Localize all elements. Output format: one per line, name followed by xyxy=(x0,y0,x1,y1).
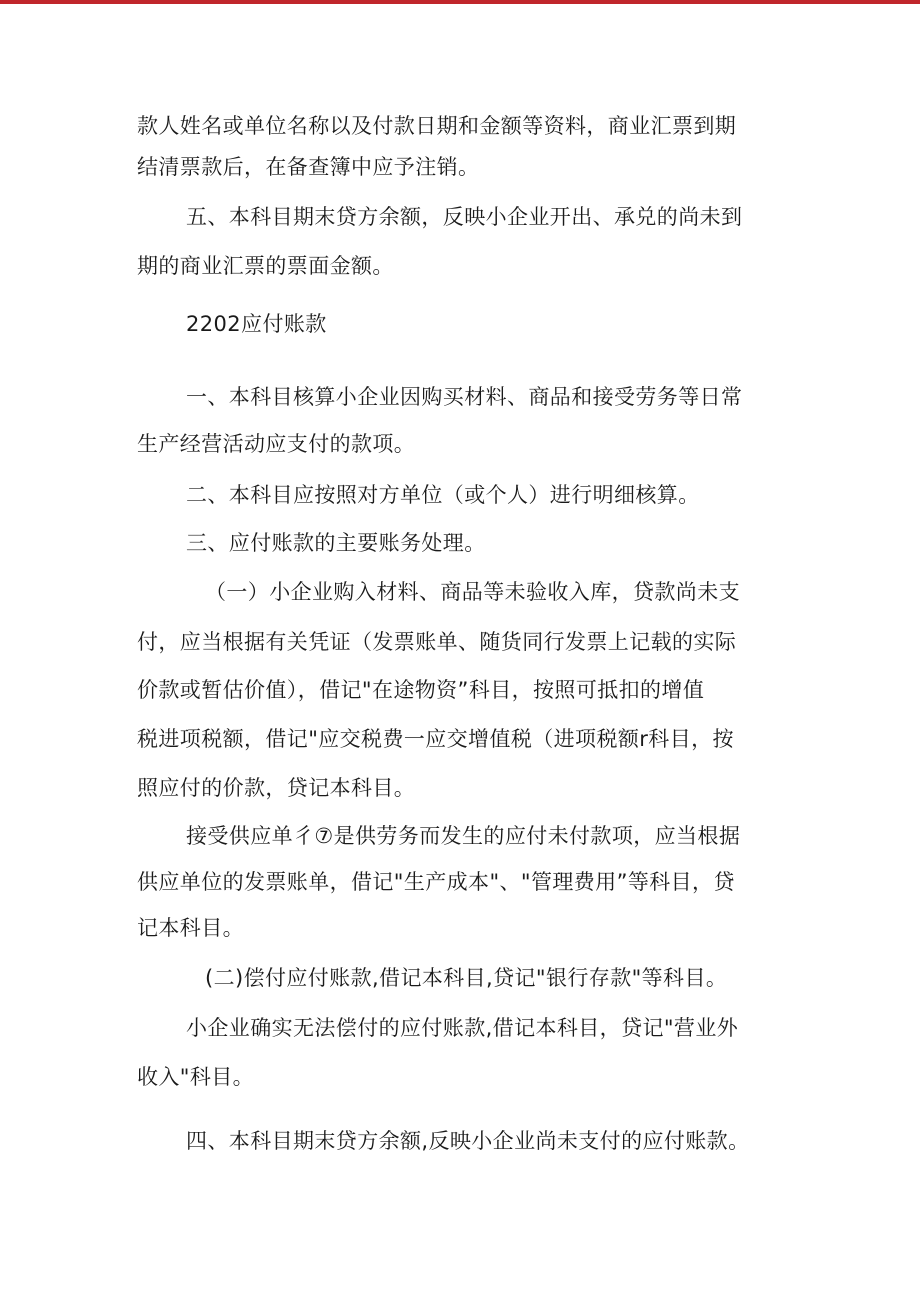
text-line: 结清票款后，在备查簿中应予注销。 xyxy=(137,155,480,179)
section-one-line: 一、本科目核算小企业因购买材料、商品和接受劳务等日常 xyxy=(186,385,743,409)
text-line: 期的商业汇票的票面金额。 xyxy=(137,254,394,278)
text-line: 税进项税额，借记"应交税费一应交增值税（进项税额r科目，按 xyxy=(137,727,734,751)
text-line: 款人姓名或单位名称以及付款日期和金额等资料，商业汇票到期 xyxy=(137,114,737,138)
text-line: 收入"科目。 xyxy=(137,1065,255,1089)
paragraph-start-line: 小企业确实无法偿付的应付账款,借记本科目，贷记"营业外 xyxy=(186,1016,739,1040)
section-two-line: 二、本科目应按照对方单位（或个人）进行明细核算。 xyxy=(186,483,700,507)
paragraph-start-line: 接受供应单彳⑦是供劳务而发生的应付未付款项，应当根据 xyxy=(186,824,741,848)
subsection-two-line: (二)偿付应付账款,借记本科目,贷记"银行存款"等科目。 xyxy=(205,966,728,990)
subsection-one-line: （一）小企业购入材料、商品等未验收入库，贷款尚未支 xyxy=(205,580,740,604)
text-line: 照应付的价款，贷记本科目。 xyxy=(137,776,416,800)
section-five-line: 五、本科目期末贷方余额，反映小企业开出、承兑的尚未到 xyxy=(186,205,743,229)
section-four-line: 四、本科目期末贷方余额,反映小企业尚未支付的应付账款。 xyxy=(186,1129,750,1153)
text-line: 生产经营活动应支付的款项。 xyxy=(137,432,416,456)
account-heading: 2202应付账款 xyxy=(186,312,327,336)
text-line: 记本科目。 xyxy=(137,916,244,940)
section-three-line: 三、应付账款的主要账务处理。 xyxy=(186,531,486,555)
text-line: 价款或暂估价值），借记"在途物资”科目，按照可抵扣的增值 xyxy=(137,678,705,702)
text-line: 供应单位的发票账单，借记"生产成本"、"管理费用”等科目，贷 xyxy=(137,870,735,894)
text-line: 付，应当根据有关凭证（发票账单、随货同行发票上记载的实际 xyxy=(137,630,737,654)
